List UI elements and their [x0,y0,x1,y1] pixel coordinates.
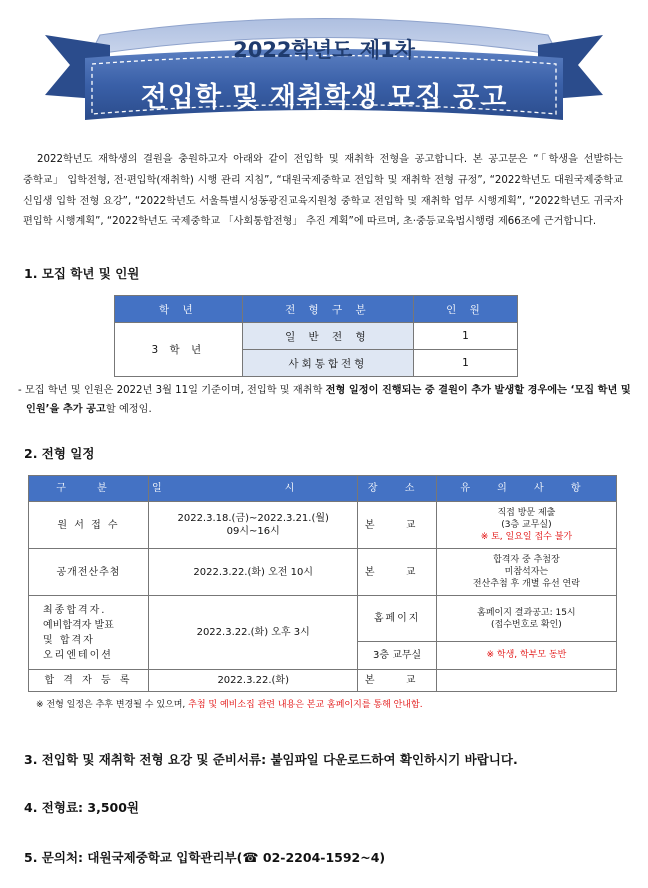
note-line: 직접 방문 제출 [497,508,556,518]
note-line: 홈페이지 결과공고: 15시 [477,607,576,618]
note-line: 미참석자는 [504,567,549,577]
section-1-heading: 1. 모집 학년 및 인원 [24,266,140,281]
section-4-heading: 4. 전형료: 3,500원 [24,800,139,815]
banner-title-year: 2022학년도 제1차 [233,38,415,62]
note-line: (접수번호로 확인) [491,619,562,630]
row-registration-place: 본 교 [358,670,436,692]
col-header-place: 장 소 [358,476,436,502]
type-cell: 일 반 전 형 [242,323,413,350]
section-2-heading: 2. 전형 일정 [24,446,95,461]
note-line: (3층 교무실) [501,520,552,530]
grade-cell: 3 학 년 [115,323,243,377]
row-lottery-place: 본 교 [358,549,436,596]
schedule-footnote [36,697,423,710]
note-text: 할 예정임. [105,404,152,415]
intro-paragraph: 2022학년도 재학생의 결원을 충원하고자 아래와 같이 전입학 및 재취학 전형을 공고합니다. 본 공고문은 “「학생을 선발하는 중학교」 입학전형, 전·편입학(재취학) 시행 관리 지침”, “대원국제중학교 전입학 및 재취학 전형 규정”, “2022학년도 대원국제중학교 신입생 입학 전형 요강”, “2022학년도 서울특별시성동광진교육지원청 중학교 전입학 및 재취학 업무 시행계획”, “2022학년도 귀국자 편입학 시행계획”, “2022학년도 국제중학교 「사회통합전형」 추진 계획”에 따르며, 초·중등교육법시행령 제66조에 근거합니다. [23,154,623,228]
date-line: 09시~16시 [226,526,280,537]
row-announcement-place-web: 홈페이지 [358,596,436,642]
col-header-grade: 학 년 [115,296,243,323]
contact-phone: 02-2204-1592~4) [258,850,386,865]
type-cell: 사회통합전형 [242,350,413,377]
row-lottery-label: 공개전산추첨 [29,549,149,596]
footnote-text: ※ 전형 일정은 추후 변경될 수 있으며, [36,700,189,710]
section-3-heading: 3. 전입학 및 재취학 전형 요강 및 준비서류: 붙임파일 다운로드하여 확인하시기 바랍니다. [24,752,518,767]
col-header-count: 인 원 [413,296,517,323]
row-application-notes [436,502,616,549]
label-line: 및 합격자 [43,634,95,646]
recruitment-table [114,295,518,377]
note-bold: 전형 일정이 진행되는 중 결원이 추가 발생할 경우에는 ‘모집 학년 및 인원’을 추가 공고 [26,385,631,415]
row-application-label: 원 서 접 수 [29,502,149,549]
note-line: 전산추첨 후 개별 유선 연락 [472,579,580,589]
section-5-heading [24,848,385,866]
row-lottery-date: 2022.3.22.(화) 오전 10시 [148,549,357,596]
row-orientation-notes: ※ 학생, 학부모 동반 [436,642,616,670]
note-line: 합격자 중 추첨장 [493,555,560,565]
row-announcement-notes-web [436,596,616,642]
row-announcement-date: 2022.3.22.(화) 오후 3시 [148,596,357,670]
footnote-red-text: 추첨 및 예비소집 관련 내용은 본교 홈페이지를 통해 안내함. [188,700,423,710]
note-line-warning: ※ 토, 일요일 접수 불가 [480,532,573,542]
row-registration-label: 합 격 자 등 록 [29,670,149,692]
banner-title-main: 전입학 및 재취학생 모집 공고 [140,82,508,113]
col-header-datetime: 일 시 [148,476,357,502]
note-text: - 모집 학년 및 인원은 2022년 3월 11일 기준이며, 전입학 및 재취학 [18,385,326,396]
section-1-note [12,381,638,419]
phone-icon: ☎ [242,851,259,866]
label-line: 예비합격자 발표 [43,619,114,631]
row-orientation-place: 3층 교무실 [358,642,436,670]
row-application-place: 본 교 [358,502,436,549]
label-line: 최종합격자. [43,604,107,616]
row-lottery-notes [436,549,616,596]
date-line: 2022.3.18.(금)~2022.3.21.(월) [177,513,329,524]
col-header-notes: 유 의 사 항 [436,476,616,502]
contact-text: 5. 문의처: 대원국제중학교 입학관리부( [24,850,243,865]
row-registration-notes [436,670,616,692]
label-line: 오리엔테이션 [43,649,113,661]
row-application-date [148,502,357,549]
col-header-type: 전 형 구 분 [242,296,413,323]
count-cell: 1 [413,350,517,377]
col-header-category: 구 분 [29,476,149,502]
row-announcement-label [29,596,149,670]
schedule-table [28,475,617,692]
row-registration-date: 2022.3.22.(화) [148,670,357,692]
count-cell: 1 [413,323,517,350]
